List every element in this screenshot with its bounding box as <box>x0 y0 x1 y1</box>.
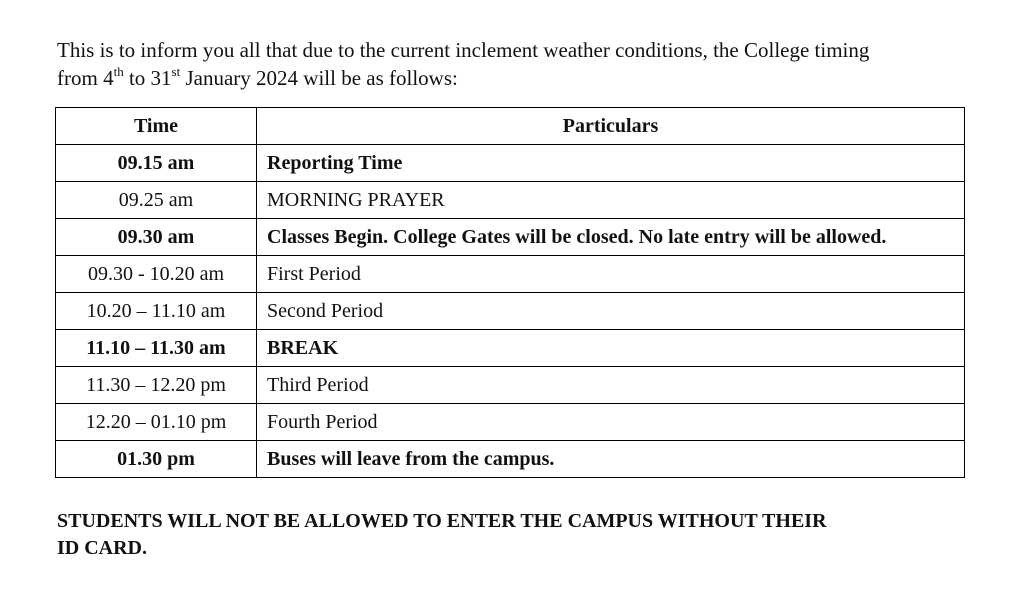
particulars-cell: Second Period <box>257 293 965 330</box>
table-row <box>56 367 965 404</box>
notice-line-1: STUDENTS WILL NOT BE ALLOWED TO ENTER THE CAMPUS WITHOUT THEIR <box>57 510 827 532</box>
time-cell: 10.20 – 11.10 am <box>56 293 257 330</box>
intro-line-1: This is to inform you all that due to the current inclement weather conditions, the College timing <box>57 38 870 62</box>
time-cell: 09.30 am <box>56 219 257 256</box>
notice-line-2: ID CARD. <box>57 537 147 559</box>
particulars-cell: First Period <box>257 256 965 293</box>
schedule-body <box>56 145 965 478</box>
time-cell: 09.30 - 10.20 am <box>56 256 257 293</box>
time-cell: 11.30 – 12.20 pm <box>56 367 257 404</box>
table-row <box>56 441 965 478</box>
intro-line-2 <box>57 64 977 92</box>
table-row <box>56 256 965 293</box>
particulars-cell: MORNING PRAYER <box>257 182 965 219</box>
time-cell: 01.30 pm <box>56 441 257 478</box>
time-cell: 11.10 – 11.30 am <box>56 330 257 367</box>
particulars-cell: Classes Begin. College Gates will be closed. No late entry will be allowed. <box>257 219 965 256</box>
particulars-cell: BREAK <box>257 330 965 367</box>
particulars-cell: Fourth Period <box>257 404 965 441</box>
intro-to-text: to 31 <box>123 66 172 90</box>
intro-to-suffix: st <box>171 64 181 79</box>
header-particulars: Particulars <box>257 108 965 145</box>
table-row <box>56 404 965 441</box>
table-row <box>56 330 965 367</box>
particulars-cell: Buses will leave from the campus. <box>257 441 965 478</box>
schedule-table <box>55 107 965 478</box>
header-time: Time <box>56 108 257 145</box>
time-cell: 09.15 am <box>56 145 257 182</box>
particulars-cell: Third Period <box>257 367 965 404</box>
table-header-row <box>56 108 965 145</box>
time-cell: 09.25 am <box>56 182 257 219</box>
table-row <box>56 293 965 330</box>
id-card-notice <box>57 508 957 562</box>
intro-from-suffix: th <box>113 64 124 79</box>
table-row <box>56 219 965 256</box>
intro-paragraph <box>57 36 977 92</box>
intro-end-text: January 2024 will be as follows: <box>180 66 458 90</box>
particulars-cell: Reporting Time <box>257 145 965 182</box>
time-cell: 12.20 – 01.10 pm <box>56 404 257 441</box>
table-row <box>56 182 965 219</box>
table-row <box>56 145 965 182</box>
intro-from-text: from 4 <box>57 66 114 90</box>
